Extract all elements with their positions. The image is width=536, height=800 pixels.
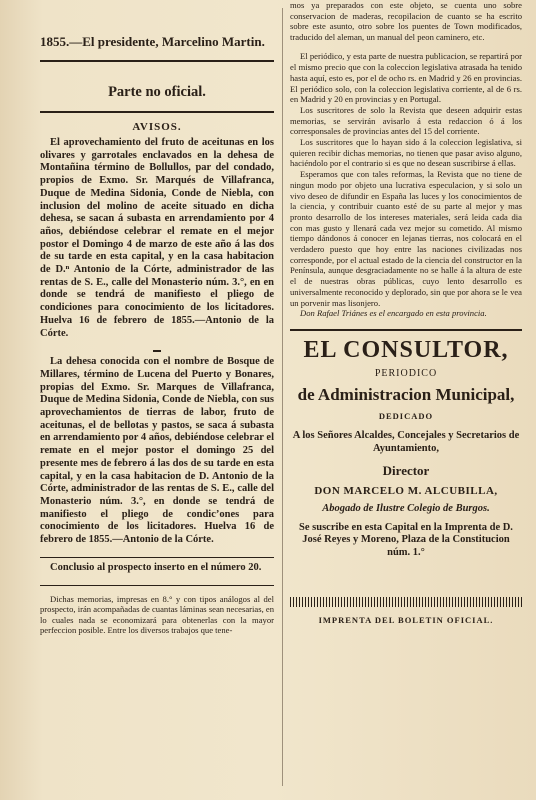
ad-administracion: de Administracion Municipal,: [297, 384, 515, 404]
ad-abogado: Abogado de Ilustre Colegio de Burgos.: [322, 502, 490, 514]
column-separator: [282, 8, 283, 786]
avisos-title: AVISOS.: [132, 121, 182, 133]
right-paragraph-4: Los suscritores que lo hayan sido á la coleccion legislativa, si quieren recibir dichas memorias, no tienen que pasar aviso alguno, haciéndolo por el contrario si es que no desean suscribirse á ellas.: [290, 137, 522, 169]
ad-title: EL CONSULTOR,: [303, 336, 509, 363]
conclusion-text: Dichas memorias, impresas en 8.° y con tipos análogos al del prospecto, irán acompañadas de cuantas láminas sean necesarias, en lo cuales nada se economizará para obtenerlas con la mayor perfeccion posible. Entre los diversos trabajos que tene-: [40, 593, 274, 636]
aviso-1: El aprovechamiento del fruto de aceitunas en los olivares y garrotales enclavados en la dehesa de Montañina término de Bollullos, par del condado, propios de Exmo. Sr. Marqués de Villafranca, Duque de Medina Sidonia, Conde de Niebla, con inclusion del molino de aceite situado en dicha dehesa, se sacan á subasta en arrendamiento por 4 años, debiéndose celebrar el remate en el mejor postor el Domingo 4 de marzo de este año á las dos de su tarde en esta capital, y en la casa habitacion de D.ⁿ Antonio de la Córte, administrador de las rentas de S. E., calle del Monasterio núm. 3.°, en en donde se tendrá de manifiesto el pliego de condiciones para conocimiento de los licitadores. Huelva 16 de febrero de 1855.—Antonio de la Córte.: [40, 137, 274, 339]
conclusion-rule-bottom: [40, 585, 274, 586]
conclusion-rule: [40, 557, 274, 558]
aviso-2: La dehesa conocida con el nombre de Bosque de Millares, término de Lucena del Puerto y Bonares, propias del Exmo. Sr. Marques de Villafranca, Duque de Medina Sidonia, Conde de Niebla, con sus aprovechamientos de tierras de labor, fruto de aceitunas, el de bellotas y pastos, se saca á subasta en arrendamiento por 4 años, debiéndose celebrar el remate en el mejor postor el domingo 25 del presente mes de febrero á las dos de su tarde en esta capital, y en la casa habitacion de D. Antonio de la Córte, administrador de las rentas de S. E., calle del Monasterio núm. 3.°, en donde se tendrá de manifiesto el pliego de condic’ones para conocimiento de los licitadores. Huelva 16 de febrero de 1855.—Antonio de la Córte.: [40, 356, 274, 546]
imprenta-footer: IMPRENTA DEL BOLETIN OFICIAL.: [318, 615, 494, 626]
ad-rule-top: [290, 329, 522, 331]
right-paragraph-5: Esperamos que con tales reformas, la Revista que no tiene de ningun modo por objeto una lucrativa especulacion, y si solo un vivo deseo de difundir en España las luces y los conocimientos de la ciencia, y contribuir cuanto esté de su parte al mejor y mas pronto desarrollo de los intereses materiales, será leida cada dia con mas gusto y llenará cada vez mejor su cometido. Al mismo tiempo dándonos á conocer en lejanas tierras, nos colocará en el verdadero puesto que hoy entre las naciones civilizadas nos corresponde, por el actual estado de la ciencia del constructor en la Península, aunque desgraciadamente no se halle á la altura de este el de nuestras obras públicas, cuyo lento desarrollo es universalmente reconocido y deplorado, sin que por ahora se le vea un porvenir mas lisonjero.: [290, 169, 522, 308]
section-title: Parte no oficial.: [108, 84, 206, 100]
right-signature: Don Rafael Triánes es el encargado en esta provincia.: [300, 308, 487, 319]
header-line: 1855.—El presidente, Marcelino Martin.: [40, 34, 265, 49]
hatched-divider: [290, 597, 522, 607]
header-rule: [40, 60, 274, 62]
conclusion-title: Conclusio al prospecto inserto en el número 20.: [50, 561, 262, 573]
ad-director-label: Director: [382, 462, 430, 478]
left-column: [40, 0, 274, 800]
right-top-text: mos ya preparados con este objeto, se cuenta uno sobre conservacion de maderas, recopilacion de cuanto se ha escrito sobre este asunto, otro sobre los puentes de Town modificados, traducido del aleman, un manual del peon caminero, etc.: [290, 0, 522, 43]
ad-periodico: PERIODICO: [374, 367, 438, 379]
short-divider: [153, 350, 161, 352]
right-paragraph-3: Los suscritores de solo la Revista que deseen adquirir estas memorias, se servirán avisarlo á esta redaccion ó á los corresponsales de provincias antes del 15 del corriente.: [290, 104, 522, 137]
right-paragraph-2: El periódico, y esta parte de nuestra publicacion, se repartirá por el mismo precio que con la coleccion legislativa atrasada ha tenido hasta aquí, esto es, por el de ocho rs. en Madrid y 26 en provincias. El periódico solo, con la coleccion legislativa corriente, al de 6 rs. en Madrid y 20 en provincias y en Portugal.: [290, 51, 522, 105]
right-column: [290, 0, 522, 800]
ad-dedicado: DEDICADO: [378, 410, 434, 421]
ad-director-name: DON MARCELO M. ALCUBILLA,: [314, 484, 498, 497]
ad-suscribe: Se suscribe en esta Capital en la Imprenta de D. José Reyes y Moreno, Plaza de la Constitucion núm. 1.°: [299, 521, 513, 558]
section-rule: [40, 111, 274, 113]
ad-dedication-lines: A los Señores Alcaldes, Concejales y Secretarios de Ayuntamiento,: [292, 429, 520, 454]
